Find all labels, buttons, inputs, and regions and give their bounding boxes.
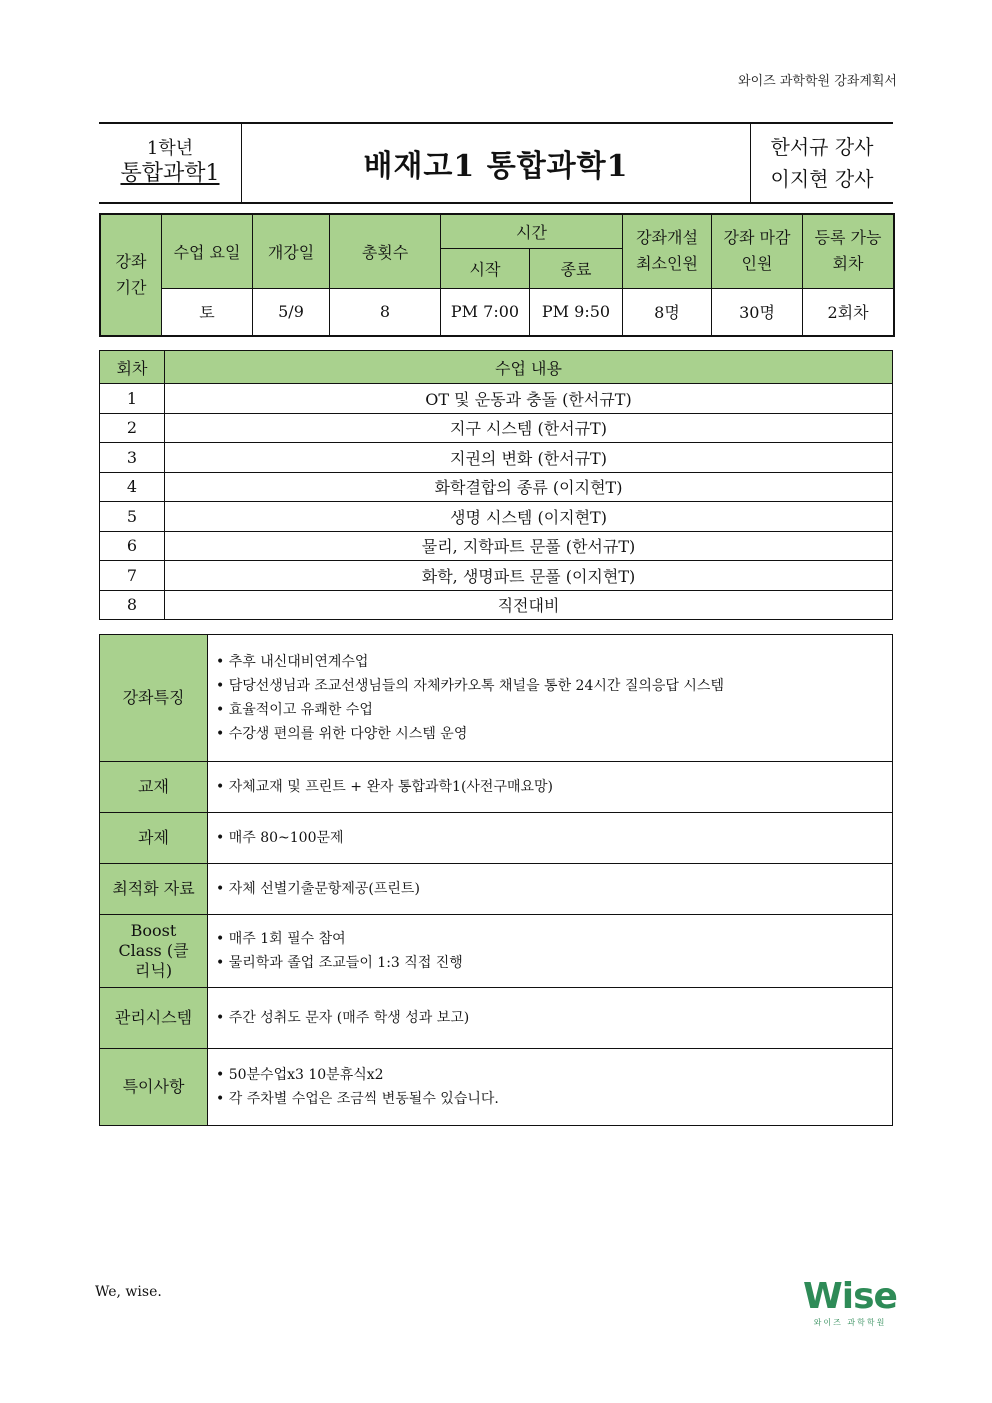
session-content: OT 및 운동과 충돌 (한서규T) (165, 384, 893, 414)
session-number: 5 (100, 502, 165, 532)
day-value: 토 (162, 288, 253, 336)
table-row (100, 384, 893, 414)
materials-content (208, 864, 893, 915)
course-title: 배재고1 통합과학1 (363, 149, 629, 184)
time-start-value: PM 7:00 (441, 288, 530, 336)
session-content: 지구 시스템 (한서규T) (165, 413, 893, 443)
min-enroll-value: 8명 (623, 288, 712, 336)
feature-item: • 물리학과 졸업 조교들이 1:3 직접 진행 (216, 951, 892, 975)
table-row (100, 590, 893, 620)
total-sessions-header: 총횟수 (330, 214, 441, 288)
feature-item: • 자체교재 및 프린트 + 완자 통합과학1(사전구매요망) (216, 775, 892, 799)
session-content: 화학, 생명파트 문풀 (이지현T) (165, 561, 893, 591)
session-number: 8 (100, 590, 165, 620)
session-number: 7 (100, 561, 165, 591)
session-number: 6 (100, 531, 165, 561)
textbook-content (208, 762, 893, 813)
feature-item: • 추후 내신대비연계수업 (216, 650, 892, 674)
feature-item: • 50분수업x3 10분휴식x2 (216, 1063, 892, 1087)
materials-label: 최적화 자료 (100, 864, 208, 915)
instructor-box (750, 124, 893, 202)
max-enroll-value: 30명 (712, 288, 803, 336)
academy-logo (800, 1277, 900, 1328)
homework-label: 과제 (100, 813, 208, 864)
notes-label: 특이사항 (100, 1049, 208, 1126)
session-content: 화학결합의 종류 (이지현T) (165, 472, 893, 502)
curriculum-table (99, 350, 893, 620)
table-row (100, 472, 893, 502)
subject-label: 통합과학1 (120, 161, 220, 186)
start-date-value: 5/9 (253, 288, 330, 336)
session-content: 직전대비 (165, 590, 893, 620)
textbook-label: 교재 (100, 762, 208, 813)
total-sessions-value: 8 (330, 288, 441, 336)
management-content (208, 988, 893, 1049)
feature-item: • 효율적이고 유쾌한 수업 (216, 698, 892, 722)
session-number: 1 (100, 384, 165, 414)
session-content: 생명 시스템 (이지현T) (165, 502, 893, 532)
table-row (100, 561, 893, 591)
feature-item: • 매주 80~100문제 (216, 826, 892, 850)
feature-item: • 매주 1회 필수 참여 (216, 927, 892, 951)
notes-content (208, 1049, 893, 1126)
session-header: 회차 (100, 351, 165, 384)
day-header: 수업 요일 (162, 214, 253, 288)
table-row (100, 413, 893, 443)
time-end-header: 종료 (530, 248, 623, 288)
boost-class-label: Boost Class (클리닉) (100, 915, 208, 988)
course-features-table (99, 634, 893, 1126)
start-date-header: 개강일 (253, 214, 330, 288)
grade-label: 1학년 (146, 138, 194, 159)
instructor-name: 이지현 강사 (770, 167, 874, 191)
period-label: 강좌 기간 (100, 214, 162, 336)
features-label: 강좌특징 (100, 635, 208, 762)
feature-item: • 수강생 편의를 위한 다양한 시스템 운영 (216, 722, 892, 746)
session-number: 2 (100, 413, 165, 443)
document-header-note: 와이즈 과학학원 강좌계획서 (738, 74, 897, 89)
session-content: 지권의 변화 (한서규T) (165, 443, 893, 473)
feature-item: • 자체 선별기출문항제공(프린트) (216, 877, 892, 901)
min-enroll-header: 강좌개설 최소인원 (623, 214, 712, 288)
logo-wordmark: Wise (803, 1276, 897, 1317)
table-row (100, 531, 893, 561)
logo-subtitle: 와이즈 과학학원 (813, 1318, 887, 1327)
max-enroll-header: 강좌 마감인원 (712, 214, 803, 288)
session-number: 4 (100, 472, 165, 502)
time-end-value: PM 9:50 (530, 288, 623, 336)
table-row (100, 443, 893, 473)
feature-item: • 담당선생님과 조교선생님들의 자체카카오톡 채널을 통한 24시간 질의응답 시스템 (216, 674, 892, 698)
management-label: 관리시스템 (100, 988, 208, 1049)
features-content (208, 635, 893, 762)
grade-subject-box (99, 124, 242, 202)
time-header: 시간 (441, 214, 623, 248)
register-session-header: 등록 가능회차 (803, 214, 895, 288)
boost-class-content (208, 915, 893, 988)
schedule-table (99, 213, 895, 337)
feature-item: • 각 주차별 수업은 조금씩 변동될수 있습니다. (216, 1087, 892, 1111)
session-number: 3 (100, 443, 165, 473)
title-block (99, 122, 893, 204)
time-start-header: 시작 (441, 248, 530, 288)
homework-content (208, 813, 893, 864)
register-session-value: 2회차 (803, 288, 895, 336)
content-header: 수업 내용 (165, 351, 893, 384)
instructor-name: 한서규 강사 (770, 135, 874, 159)
table-row (100, 502, 893, 532)
session-content: 물리, 지학파트 문풀 (한서규T) (165, 531, 893, 561)
feature-item: • 주간 성취도 문자 (매주 학생 성과 보고) (216, 1006, 892, 1030)
footer-slogan: We, wise. (95, 1284, 162, 1300)
